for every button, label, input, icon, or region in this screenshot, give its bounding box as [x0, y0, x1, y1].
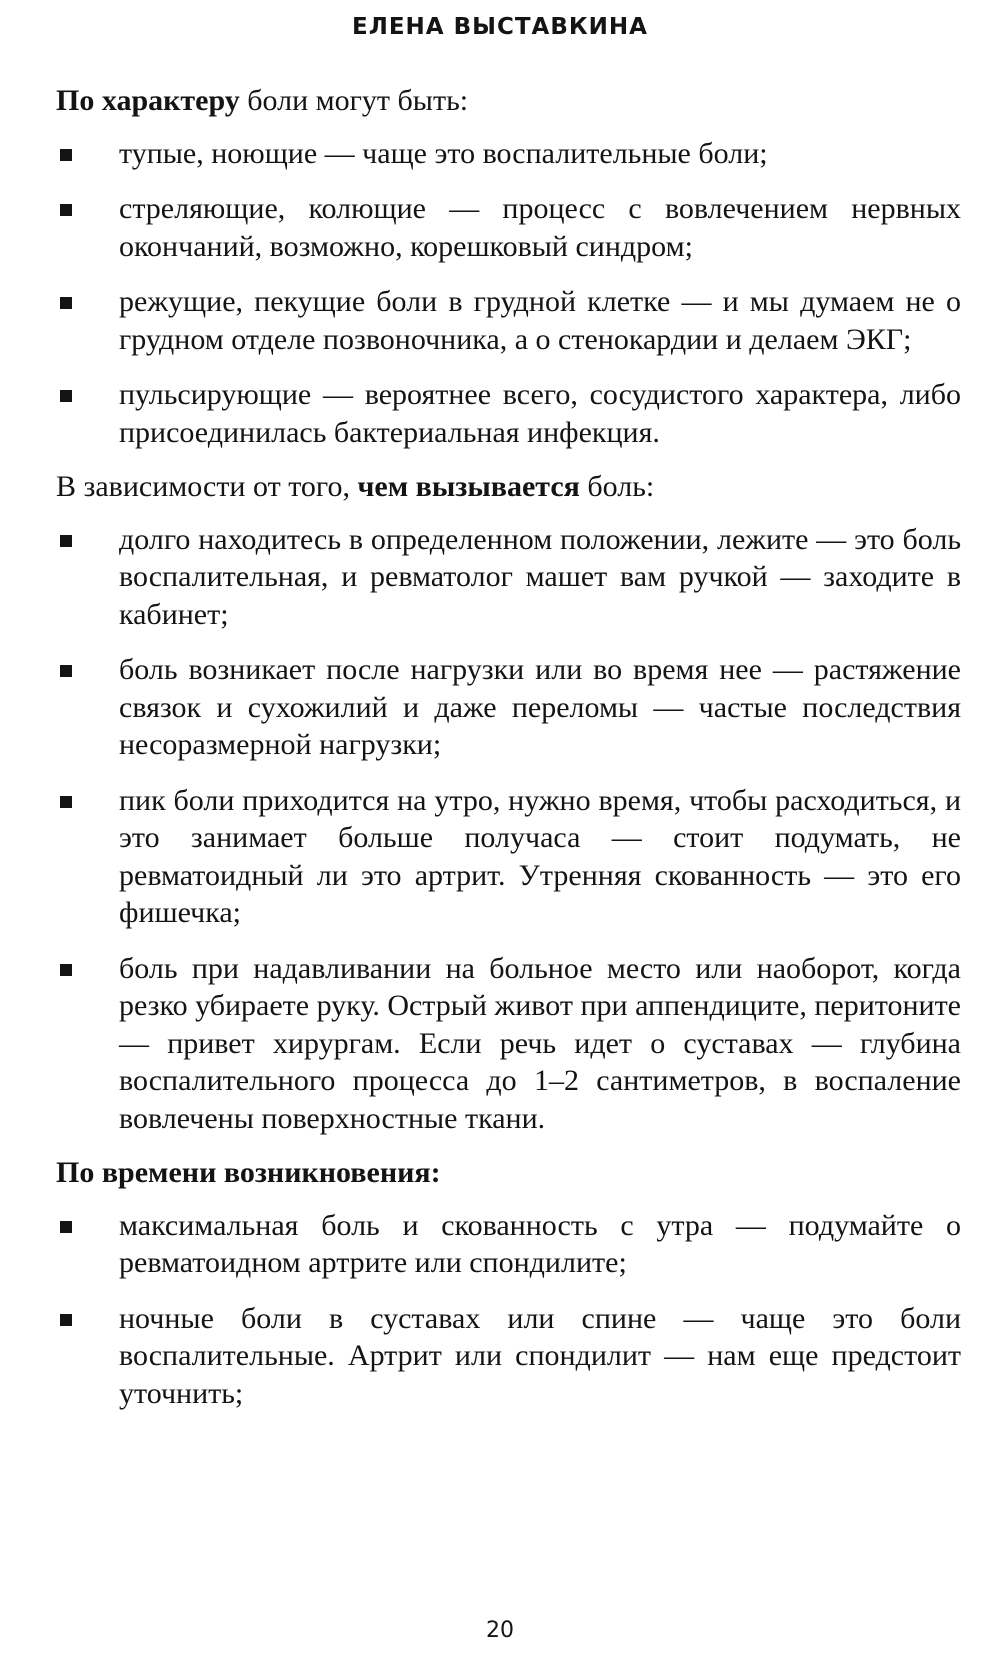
section2-intro — [56, 468, 961, 506]
square-bullet-icon — [60, 390, 72, 402]
list-item — [56, 1207, 961, 1282]
section1-intro-rest: боли могут быть: — [239, 84, 469, 117]
section2-intro-after: боль: — [579, 470, 655, 503]
list-item-text: ночные боли в суставах или спине — чаще это боли воспалительные. Артрит или спондилит — нам еще предстоит уточнить; — [119, 1301, 961, 1410]
list-item-text: долго находитесь в определенном положении, лежите — это боль воспалительная, и ревматолог машет вам ручкой — заходите в кабинет; — [119, 522, 961, 631]
section1-intro-bold: По характеру — [56, 84, 240, 117]
list-item — [56, 283, 961, 358]
section3-heading: По времени возникновения: — [56, 1156, 441, 1189]
square-bullet-icon — [60, 796, 72, 808]
section2-intro-bold: чем вызывается — [357, 470, 580, 503]
list-item — [56, 782, 961, 932]
square-bullet-icon — [60, 204, 72, 216]
section3-list — [56, 1207, 961, 1413]
section2-intro-before: В зависимости от того, — [56, 470, 358, 503]
list-item-text: максимальная боль и скованность с утра — подумайте о ревматоидном артрите или спондилите; — [119, 1208, 961, 1279]
square-bullet-icon — [60, 964, 72, 976]
list-item-text: пульсирующие — вероятнее всего, сосудистого характера, либо присоединилась бактериальная инфекция. — [119, 378, 961, 449]
list-item-text: тупые, ноющие — чаще это воспалительные боли; — [119, 136, 768, 170]
square-bullet-icon — [60, 665, 72, 677]
square-bullet-icon — [60, 297, 72, 309]
square-bullet-icon — [60, 535, 72, 547]
list-item — [56, 376, 961, 451]
list-item-text: боль при надавливании на больное место или наоборот, когда резко убираете руку. Острый живот при аппендиците, перитоните — привет хирургам. Если речь идет о суставах — глубина воспалительного процесса до 1–2 сантиметров, в воспаление вовлечены поверхностные ткани. — [119, 951, 961, 1135]
square-bullet-icon — [60, 1221, 72, 1233]
list-item — [56, 950, 961, 1138]
list-item — [56, 135, 961, 173]
list-item-text: пик боли приходится на утро, нужно время, чтобы расходиться, и это занимает больше получаса — стоит подумать, не ревматоидный ли это артрит. Утренняя скованность — это его фишечка; — [119, 783, 961, 929]
page-number: 20 — [486, 1618, 514, 1643]
section2-list — [56, 521, 961, 1138]
list-item — [56, 190, 961, 265]
section1-intro — [56, 82, 961, 120]
page-content — [56, 82, 961, 1429]
list-item — [56, 651, 961, 764]
section1-list — [56, 135, 961, 452]
list-item-text: режущие, пекущие боли в грудной клетке — и мы думаем не о грудном отделе позвоночника, а о стенокардии и делаем ЭКГ; — [119, 285, 961, 356]
list-item — [56, 521, 961, 634]
list-item-text: боль возникает после нагрузки или во время нее — растяжение связок и сухожилий и даже переломы — частые последствия несоразмерной нагрузки; — [119, 653, 961, 761]
square-bullet-icon — [60, 149, 72, 161]
square-bullet-icon — [60, 1314, 72, 1326]
list-item — [56, 1300, 961, 1413]
list-item-text: стреляющие, колющие — процесс с вовлечением нервных окончаний, возможно, корешковый синдром; — [119, 192, 961, 263]
running-head: ЕЛЕНА ВЫСТАВКИНА — [352, 14, 648, 40]
